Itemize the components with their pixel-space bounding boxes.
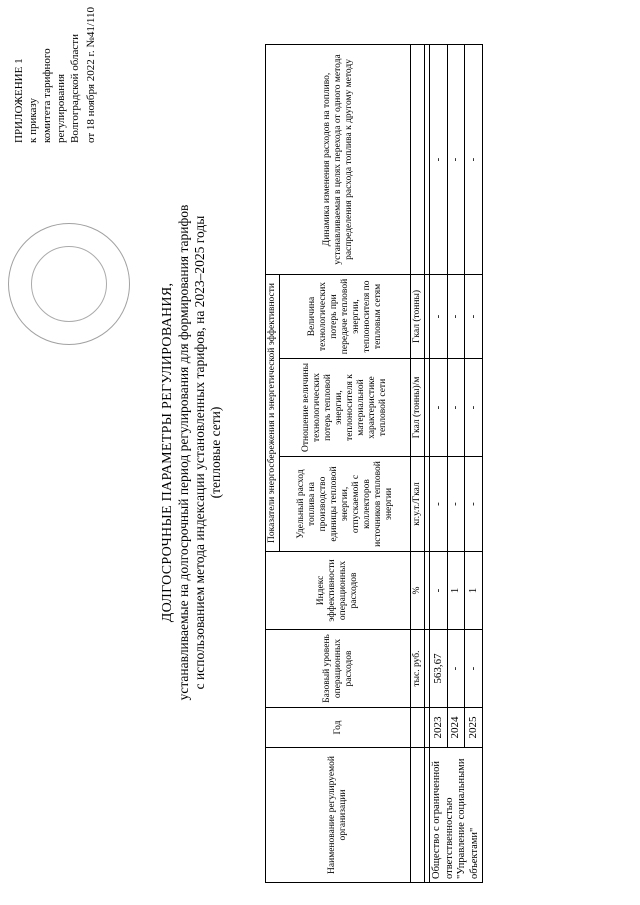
cell-year: 2024 [447, 708, 465, 748]
heading-line-3: с использованием метода индексации установленных тарифов, на 2023–2025 годы [192, 215, 207, 690]
cell-ratio: - [465, 359, 483, 457]
header-energy-group: Показатели энергосбережения и энергетической эффективности [266, 274, 280, 551]
heading-line-4: (тепловые сети) [208, 406, 223, 499]
cell-losses: - [447, 274, 465, 358]
unit-losses: Гкал (тонны) [411, 274, 425, 358]
header-row-1 [266, 44, 280, 882]
document-heading [160, 80, 224, 825]
cell-fuel: - [447, 457, 465, 552]
cell-ratio: - [447, 359, 465, 457]
heading-line-2: устанавливаемые на долгосрочный период регулирования для формирования тарифов [176, 204, 191, 701]
header-fuel: Удельный расход топлива на производство единицы тепловой энергии, отпускаемой с коллекторов источников тепловой энергии [280, 457, 411, 552]
cell-base: - [465, 630, 483, 708]
cell-dynamics: - [447, 44, 465, 274]
unit-ratio: Гкал (тонны)/м [411, 359, 425, 457]
org-name-cell: Общество с ограниченной ответственностью "Управление социальными объектами" [430, 748, 483, 883]
appendix-title: ПРИЛОЖЕНИЕ 1 [13, 58, 25, 143]
unit-base: тыс. руб. [411, 630, 425, 708]
cell-base: 563,67 [430, 630, 448, 708]
cell-index: 1 [465, 552, 483, 630]
cell-losses: - [465, 274, 483, 358]
appendix-line-3: Волгоградской области [69, 34, 81, 143]
appendix-line-1: к приказу [27, 97, 39, 143]
table-row [430, 44, 448, 882]
header-base: Базовый уровень операционных расходов [266, 630, 411, 708]
heading-title: ДОЛГОСРОЧНЫЕ ПАРАМЕТРЫ РЕГУЛИРОВАНИЯ, [160, 282, 175, 623]
cell-index: 1 [447, 552, 465, 630]
unit-index: % [411, 552, 425, 630]
units-row [411, 44, 425, 882]
header-ratio: Отношение величины технологических потерь тепловой энергии, теплоносителя к материальной характеристике тепловой сети [280, 359, 411, 457]
cell-year: 2025 [465, 708, 483, 748]
cell-dynamics: - [465, 44, 483, 274]
appendix-block [12, 3, 98, 233]
header-dynamics: Динамика изменения расходов на топливо, устанавливаемая в целях перехода от одного метода распределения расхода топлива к другому методу [266, 44, 411, 274]
cell-year: 2023 [430, 708, 448, 748]
parameters-table [265, 44, 483, 883]
cell-dynamics: - [430, 44, 448, 274]
official-seal [8, 223, 130, 345]
cell-ratio: - [430, 359, 448, 457]
appendix-order-number: от 18 ноября 2022 г. №41/110 [85, 7, 97, 143]
header-year: Год [266, 708, 411, 748]
appendix-line-2: комитета тарифного регулирования [41, 48, 67, 143]
header-losses: Величина технологических потерь при передаче тепловой энергии, теплоносителя по тепловым сетям [280, 274, 411, 358]
cell-fuel: - [465, 457, 483, 552]
cell-base: - [447, 630, 465, 708]
header-index: Индекс эффективности операционных расходов [266, 552, 411, 630]
cell-fuel: - [430, 457, 448, 552]
cell-index: - [430, 552, 448, 630]
cell-losses: - [430, 274, 448, 358]
header-org: Наименование регулируемой организации [266, 748, 411, 883]
unit-fuel: кг.у.т./Гкал [411, 457, 425, 552]
